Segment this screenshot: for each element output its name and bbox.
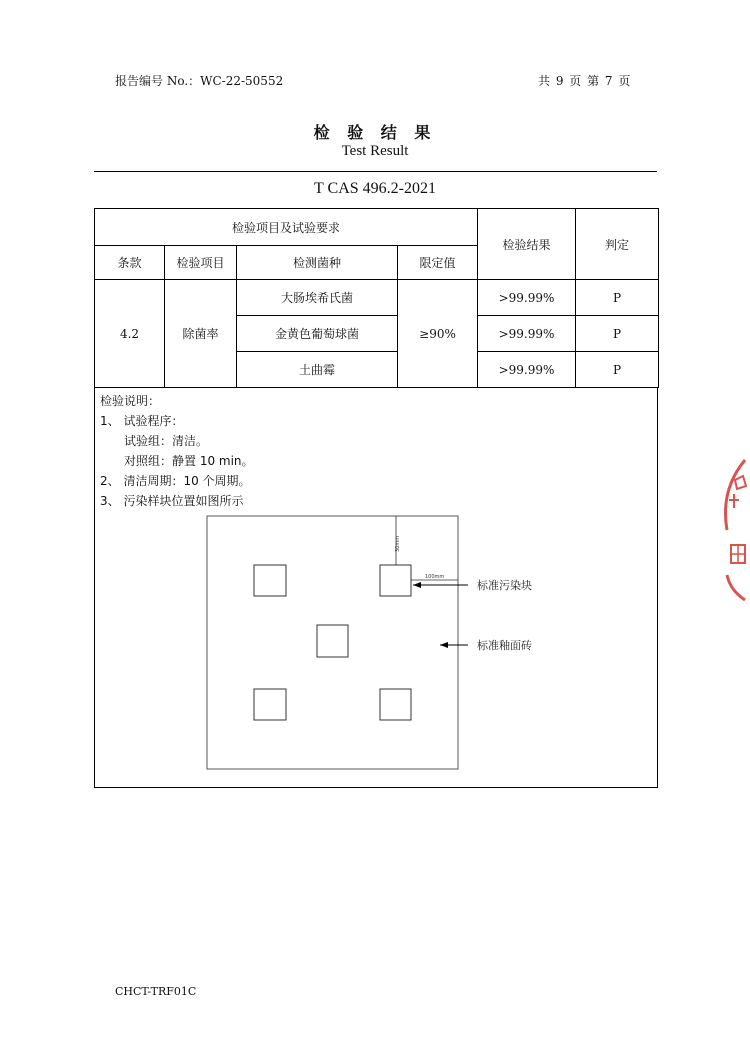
dimension-horizontal-label: 100mm xyxy=(425,574,445,580)
strain-cell: 金黄色葡萄球菌 xyxy=(237,316,398,352)
result-cell: >99.99% xyxy=(478,352,576,388)
notes-line-1a: 试验组：清洁。 xyxy=(124,434,209,448)
col-strain-header: 检测菌种 xyxy=(237,246,398,280)
judgement-cell: P xyxy=(576,280,659,316)
arrow-tile-head xyxy=(440,642,448,648)
col-limit-header: 限定值 xyxy=(398,246,478,280)
seal-stamp-partial xyxy=(715,450,750,610)
report-number: 报告编号 No.：WC-22-50552 xyxy=(115,74,284,88)
page-title-cn: 检 验 结 果 xyxy=(313,123,437,142)
label-glazed-tile: 标准釉面砖 xyxy=(477,639,532,652)
result-table xyxy=(94,208,659,388)
dimension-vertical-label: 30mm xyxy=(395,535,401,552)
col-item-header: 检验项目 xyxy=(165,246,237,280)
page-title-en: Test Result xyxy=(341,143,409,159)
judgement-cell: P xyxy=(576,352,659,388)
notes-line-1b: 对照组：静置 10 min。 xyxy=(124,454,254,468)
page-info: 共 9 页 第 7 页 xyxy=(538,74,631,88)
contamination-block xyxy=(254,689,286,720)
arrow-block-head xyxy=(413,582,421,588)
tile-outline xyxy=(207,516,458,769)
judgement-cell: P xyxy=(576,316,659,352)
col-result-header: 检验结果 xyxy=(478,209,576,280)
contamination-block xyxy=(380,689,411,720)
notes-title: 检验说明： xyxy=(100,394,161,408)
notes-line-3: 3、 污染样块位置如图所示 xyxy=(100,494,244,508)
limit-cell: ≥90% xyxy=(398,280,478,388)
form-code: CHCT-TRF01C xyxy=(115,985,197,998)
contamination-layout-diagram xyxy=(200,512,550,774)
label-contamination-block: 标准污染块 xyxy=(477,579,532,592)
result-cell: >99.99% xyxy=(478,280,576,316)
strain-cell: 土曲霉 xyxy=(237,352,398,388)
test-notes xyxy=(100,391,254,511)
standard-code: T CAS 496.2-2021 xyxy=(314,180,436,197)
col-clause-header: 条款 xyxy=(95,246,165,280)
result-cell: >99.99% xyxy=(478,316,576,352)
col-judgement-header: 判定 xyxy=(576,209,659,280)
clause-cell: 4.2 xyxy=(95,280,165,388)
contamination-block xyxy=(380,565,411,596)
title-divider xyxy=(94,171,657,172)
contamination-block xyxy=(254,565,286,596)
strain-cell: 大肠埃希氏菌 xyxy=(237,280,398,316)
contamination-block xyxy=(317,625,348,657)
group-header: 检验项目及试验要求 xyxy=(95,209,478,246)
notes-line-2: 2、 清洁周期：10 个周期。 xyxy=(100,474,251,488)
item-cell: 除菌率 xyxy=(165,280,237,388)
notes-line-1: 1、 试验程序： xyxy=(100,414,184,428)
